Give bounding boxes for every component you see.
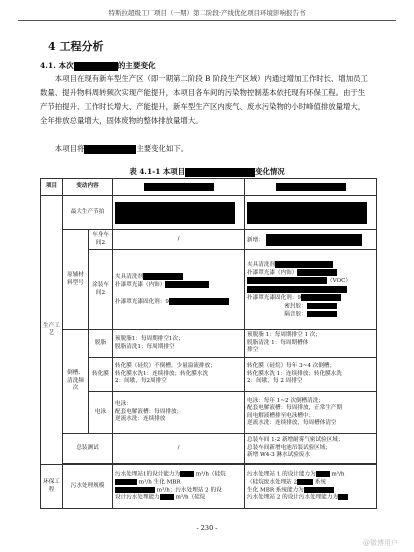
cell-text: 2：间歇，每 2 周排空 (247, 378, 303, 385)
header-item: 项目 (41, 179, 63, 196)
cell-text: 扑漆罩光漆固化剂：9 (115, 298, 169, 305)
cell-line (115, 494, 242, 502)
cell-text: 转化膜（硅烷）每年 3~4 次倒槽； (247, 363, 336, 370)
redaction-block (144, 183, 214, 191)
cell-text: 排空 (247, 347, 259, 354)
cell (245, 392, 377, 434)
cell-line (247, 479, 374, 487)
cell-line (115, 471, 242, 479)
body-paragraph: 本项目在现有新车型生产区（即一期第二阶段 B 阶段生产区域）内通过增加工作时长、增加员工数量、提升物料周转频次实现产能提升，本项目各车间的污染物控制基本依托现有环保工程。由于生产节拍提升、工作时长增大、产能提升，新车型生产区内废气、废水污染物的小时峰值排放量增大，全年排放总量增大，固体废物的整体排放量增大。 (40, 74, 368, 125)
row-label: 原辅材料型号 (63, 230, 89, 330)
cell-text: 新增： (247, 237, 264, 243)
cell-line (247, 261, 374, 269)
caption-suffix: 变化情况 (255, 167, 285, 176)
cell-line (115, 281, 242, 289)
row-label: 最大生产节拍 (63, 196, 113, 230)
redaction-block (185, 168, 255, 177)
section-heading-prefix: 4.1. 本次 (40, 61, 74, 70)
redaction-block (338, 494, 348, 500)
cell-text: 逆流水洗：连续排放 (115, 416, 166, 423)
row-label: 涂装车间2 (89, 250, 113, 330)
cell (245, 250, 377, 330)
paragraph-suffix: 主要变化如下。 (136, 144, 189, 153)
header-divider (18, 20, 396, 21)
row-label: 总装测试 (63, 434, 113, 464)
table-row (41, 392, 377, 434)
redaction-block (247, 277, 327, 284)
cell-text: 夹具清洗剂 (115, 273, 143, 280)
cell-line (115, 273, 242, 281)
cell-line (247, 494, 374, 502)
redaction-block (143, 273, 183, 280)
redaction-block (115, 479, 137, 485)
cell-text: 脱脂清洗1：每周期排空 (115, 343, 175, 350)
cell-text: 脱脂清洗 1：每周期槽体 (247, 339, 309, 346)
cell-text: 转化膜水洗1：连续排放；转化膜水洗 (115, 370, 209, 377)
cell-line (115, 479, 242, 487)
section-heading-suffix: 的主要变化 (117, 61, 156, 70)
table-row (41, 196, 377, 230)
row-label: 转化膜 (89, 358, 113, 392)
table-row (41, 465, 377, 509)
redaction-block (247, 202, 367, 224)
redaction-block (307, 311, 337, 317)
redaction-block (275, 261, 333, 268)
cell-text: 2：间歇，每2周排空 (115, 378, 167, 385)
cell (245, 358, 377, 392)
redaction-block (266, 234, 362, 246)
header-content: 变动内容 (63, 179, 113, 196)
cell-text: 设计污水处理能力 (115, 494, 160, 501)
cell-text: （硅烷废水处理站 2 (247, 479, 298, 486)
cell-text: 预脱脂1：每周期排空1次； (115, 336, 184, 343)
cell: / (113, 434, 245, 464)
cell-line (247, 487, 374, 495)
redaction-block (84, 145, 136, 154)
redaction-block (297, 269, 337, 276)
watermark: @微博用户 (363, 539, 398, 547)
cell (113, 250, 245, 330)
table-row (41, 250, 377, 330)
cell-text: 新增 W4-3 淋水试验废水 (247, 452, 311, 459)
cell-text: 污水处理站1的设计能力为 (115, 471, 181, 478)
table-row (41, 358, 377, 392)
caption-prefix: 表 4.1-1 本项目 (129, 167, 186, 176)
cell (113, 465, 245, 509)
cell-text: 总装车间 1-2 新增耐雾气密试验区域； (247, 437, 344, 444)
cell (113, 330, 245, 358)
cell-text: 生化 MBR 系统能力为 (247, 487, 304, 493)
cell-text: 预脱脂 1：每周期排空 1 次； (247, 332, 321, 339)
cell-text: 夹具清洗剂 (247, 261, 275, 268)
redaction-block (301, 294, 341, 301)
cell-line (247, 277, 374, 285)
header-left-blank (113, 179, 245, 196)
cell-text: 电泳：每年 1~2 次倒槽清洗； (247, 397, 324, 404)
cell-text: （VOC） (327, 278, 352, 285)
cell-text: 隔音胶： (284, 311, 307, 318)
cell-line (247, 471, 374, 479)
page-header: 特斯拉超级工厂项目（一期）第二阶段·产线优化项目环境影响报告书 (108, 9, 306, 17)
cell-text: m³/h (331, 471, 345, 478)
cell-text: m³/h；污水处理站 2 的设 (156, 487, 222, 493)
body-paragraph-2 (40, 142, 370, 156)
redaction-block (115, 202, 235, 224)
redaction-block (180, 471, 194, 477)
header-right-blank (245, 179, 377, 196)
cell-text: 逆流水洗：连续排放，每周槽体清空 (247, 419, 337, 426)
cell-text: 总装车间新增电池吊装试验区域； (247, 444, 331, 451)
cell-text: 间电解液槽排至电泳槽中； (247, 412, 315, 419)
redaction-block (276, 183, 346, 191)
redaction-block (160, 494, 174, 500)
cell-text: 系统 (314, 479, 327, 486)
redaction-block (297, 479, 313, 485)
cell-text: 电泳： (115, 401, 132, 408)
row-label: 倒槽、清洗频次 (63, 330, 89, 434)
redaction-block (247, 286, 347, 293)
table-row (41, 230, 377, 250)
row-label: 车身车间2 (89, 230, 113, 250)
cell (113, 392, 245, 434)
cell-text: 配套电解液槽：每周排放，正常生产期 (247, 405, 343, 412)
cell-line (247, 311, 374, 319)
table-caption (0, 166, 414, 177)
cell: / (113, 230, 245, 250)
cell-line (115, 298, 242, 306)
cell-text: 污水处理站 2 的设计污水处理能力为 (247, 494, 339, 501)
cell-text: m³/h（硅烷 (195, 471, 226, 478)
cell-text: 转化膜水洗 1：连续排放；转化膜水洗 (247, 370, 342, 377)
cell-text: 扑漆罩光漆（内饰） (115, 282, 166, 289)
cell (245, 196, 377, 230)
section-heading (40, 60, 156, 71)
cell-text: 扑漆罩光漆（内饰） (247, 269, 298, 276)
cell (245, 230, 377, 250)
row-label: 电泳 (89, 392, 113, 434)
redaction-block (316, 471, 330, 477)
change-table (40, 178, 377, 509)
chapter-heading: 4 工程分析 (48, 40, 104, 53)
cell-line (247, 303, 374, 311)
redaction-block (165, 281, 209, 288)
group-cell: 生产工艺 (41, 196, 63, 465)
cell-line (247, 286, 374, 294)
cell-text: m³/h（硅烷 (175, 494, 206, 501)
cell (113, 196, 245, 230)
page-number: - 230 - (196, 524, 218, 532)
cell-text: 扑漆罩光漆固化剂：9 (247, 295, 301, 302)
redaction-block (307, 303, 337, 309)
cell-text: 转化膜（硅烷）不倒槽，少量溢流排放； (115, 363, 216, 370)
table-header-row (41, 179, 377, 196)
cell-text: 配套电解液槽：每周排放； (115, 408, 183, 415)
paragraph-prefix: 本项目将 (54, 144, 85, 153)
cell-line (247, 269, 374, 277)
cell (113, 358, 245, 392)
group-cell: 环保工程 (41, 465, 63, 509)
cell (245, 465, 377, 509)
cell (245, 330, 377, 358)
redaction-block (74, 62, 118, 71)
redaction-block (169, 298, 229, 305)
cell (245, 434, 377, 464)
redaction-block (115, 487, 155, 493)
table-row (41, 330, 377, 358)
cell-text: m³/h 生化 MBR (138, 479, 181, 486)
cell-text: 污水处理站 1 的设计能力为 (247, 471, 316, 478)
cell-line (115, 487, 242, 495)
cell-line (247, 294, 374, 302)
row-label: 脱脂 (89, 330, 113, 358)
table-row (41, 434, 377, 464)
cell-text: 密封胶： (284, 303, 307, 310)
redaction-block (304, 487, 334, 493)
row-label: 污水处理规模 (63, 465, 113, 509)
